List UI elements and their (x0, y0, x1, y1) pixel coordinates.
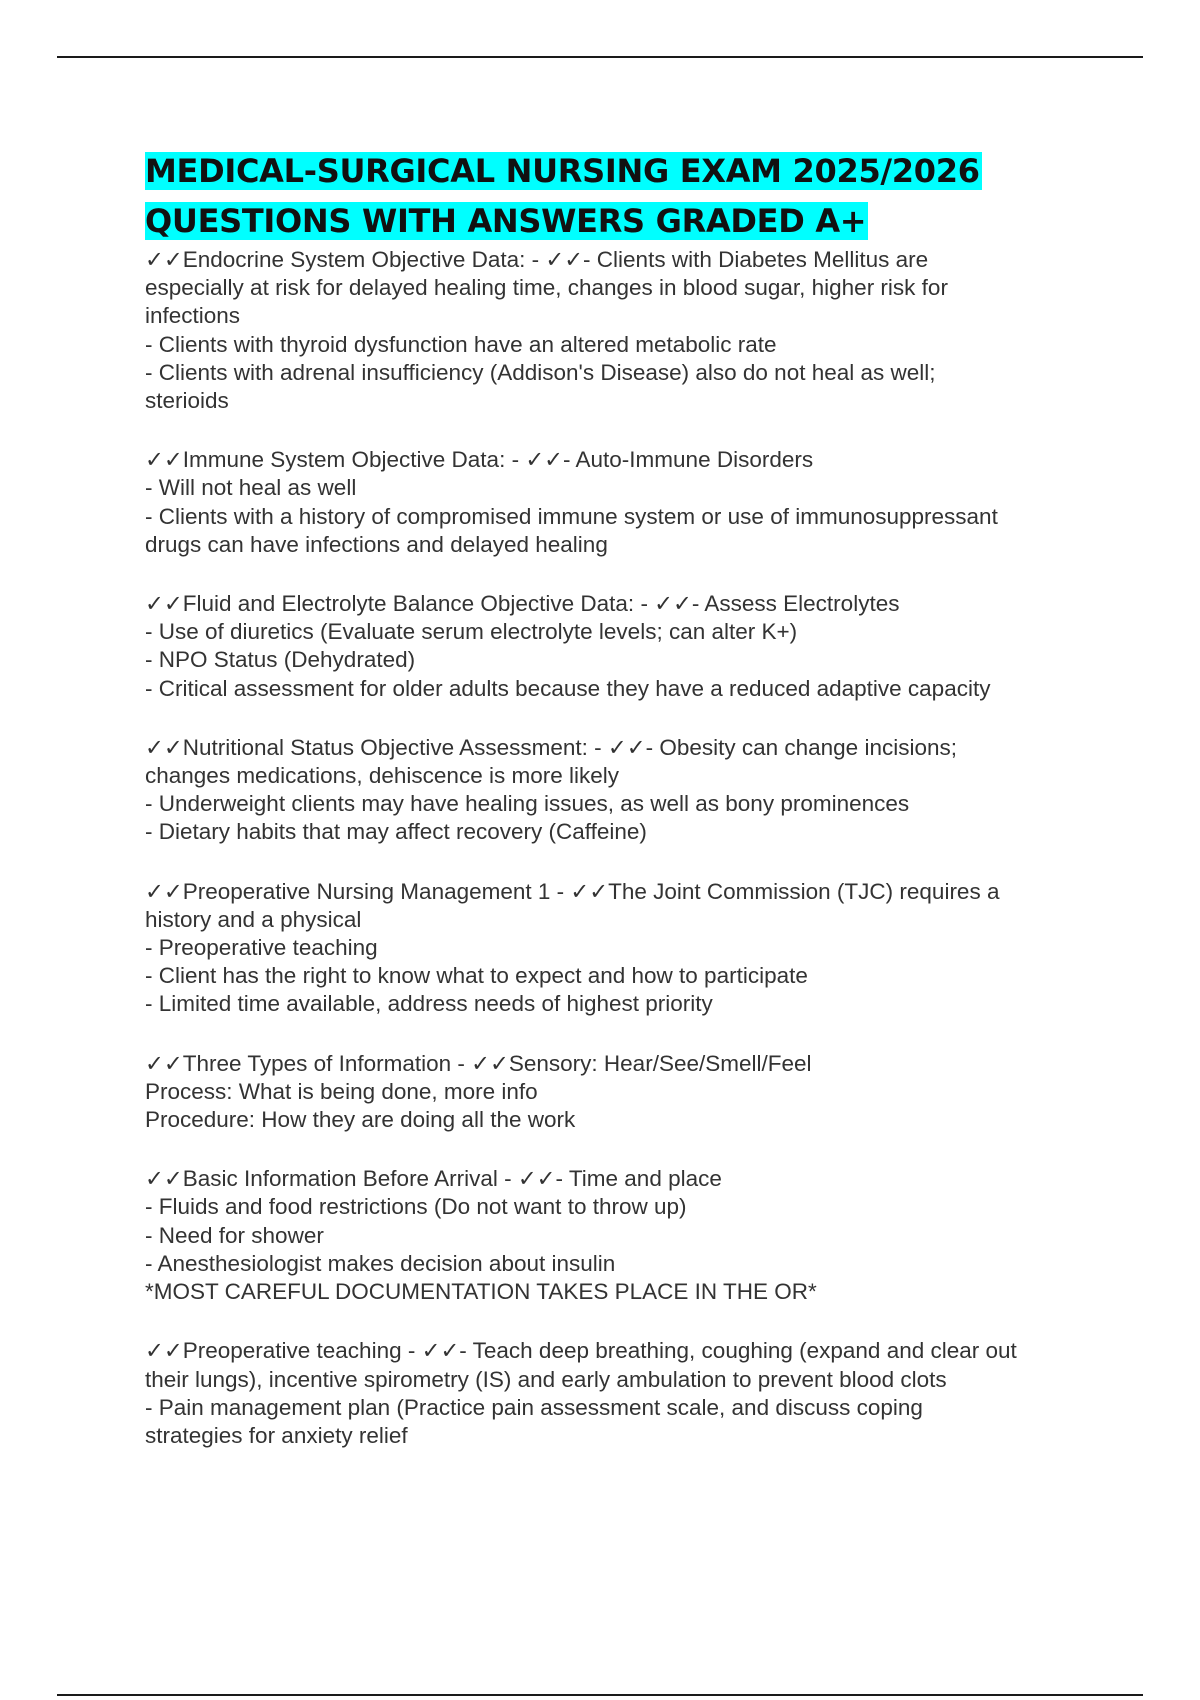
entry-line: ✓✓Immune System Objective Data: - ✓✓- Auto-Immune Disorders (145, 447, 814, 473)
entry-line: history and a physical (145, 906, 362, 932)
entry-line: Process: What is being done, more info (145, 1078, 538, 1104)
entry-line: ✓✓Endocrine System Objective Data: - ✓✓- Clients with Diabetes Mellitus are (145, 247, 929, 272)
qa-entry (145, 590, 1095, 703)
entry-line: - Critical assessment for older adults because they have a reduced adaptive capacity (145, 675, 991, 701)
entry-line: - Client has the right to know what to expect and how to participate (145, 963, 808, 989)
qa-entry (145, 446, 1095, 559)
document-title (145, 146, 1095, 246)
qa-entry (145, 878, 1095, 1019)
entry-line: - Limited time available, address needs of highest priority (145, 991, 713, 1017)
entry-line: ✓✓Preoperative teaching - ✓✓- Teach deep breathing, coughing (expand and clear out (145, 1338, 1017, 1364)
entry-line: changes medications, dehiscence is more likely (145, 763, 619, 789)
entry-line: - Fluids and food restrictions (Do not want to throw up) (145, 1194, 687, 1220)
entry-line: - Need for shower (145, 1222, 324, 1248)
entry-line: - Clients with adrenal insufficiency (Addison's Disease) also do not heal as well; (145, 359, 936, 385)
entry-line: ✓✓Nutritional Status Objective Assessment: - ✓✓- Obesity can change incisions; (145, 734, 957, 760)
entry-line: their lungs), incentive spirometry (IS) and early ambulation to prevent blood clots (145, 1366, 947, 1392)
document-body (145, 146, 1095, 1481)
entry-line: - Will not heal as well (145, 475, 357, 501)
entry-line: - NPO Status (Dehydrated) (145, 647, 416, 673)
entry-line: especially at risk for delayed healing time, changes in blood sugar, higher risk for (145, 275, 948, 301)
qa-entry (145, 1050, 1095, 1135)
entry-line: strategies for anxiety relief (145, 1422, 408, 1448)
entry-line: Procedure: How they are doing all the work (145, 1107, 576, 1133)
entry-line: ✓✓Fluid and Electrolyte Balance Objective Data: - ✓✓- Assess Electrolytes (145, 591, 900, 617)
qa-entry (145, 1165, 1095, 1306)
entry-line: - Anesthesiologist makes decision about insulin (145, 1250, 616, 1276)
entry-line: - Clients with a history of compromised immune system or use of immunosuppressant (145, 503, 998, 529)
entry-list (145, 246, 1095, 1450)
qa-entry (145, 246, 1095, 415)
qa-entry (145, 734, 1095, 847)
entry-line: - Clients with thyroid dysfunction have an altered metabolic rate (145, 331, 777, 357)
qa-entry (145, 1337, 1095, 1450)
entry-line: - Use of diuretics (Evaluate serum electrolyte levels; can alter K+) (145, 619, 798, 645)
entry-line: sterioids (145, 388, 229, 414)
entry-line: - Underweight clients may have healing issues, as well as bony prominences (145, 791, 910, 817)
title-highlight: MEDICAL-SURGICAL NURSING EXAM 2025/2026 QUESTIONS WITH ANSWERS GRADED A+ (145, 152, 980, 240)
entry-line: ✓✓Three Types of Information - ✓✓Sensory: Hear/See/Smell/Feel (145, 1050, 812, 1076)
bottom-rule (57, 1694, 1143, 1696)
entry-line: drugs can have infections and delayed healing (145, 531, 608, 557)
entry-line: ✓✓Basic Information Before Arrival - ✓✓- Time and place (145, 1166, 722, 1192)
entry-line: - Pain management plan (Practice pain assessment scale, and discuss coping (145, 1394, 923, 1420)
entry-line: ✓✓Preoperative Nursing Management 1 - ✓✓The Joint Commission (TJC) requires a (145, 878, 1000, 904)
entry-line: infections (145, 303, 241, 329)
entry-line: *MOST CAREFUL DOCUMENTATION TAKES PLACE IN THE OR* (145, 1279, 817, 1305)
entry-line: - Dietary habits that may affect recovery (Caffeine) (145, 819, 647, 845)
top-rule (57, 56, 1143, 58)
entry-line: - Preoperative teaching (145, 935, 378, 961)
